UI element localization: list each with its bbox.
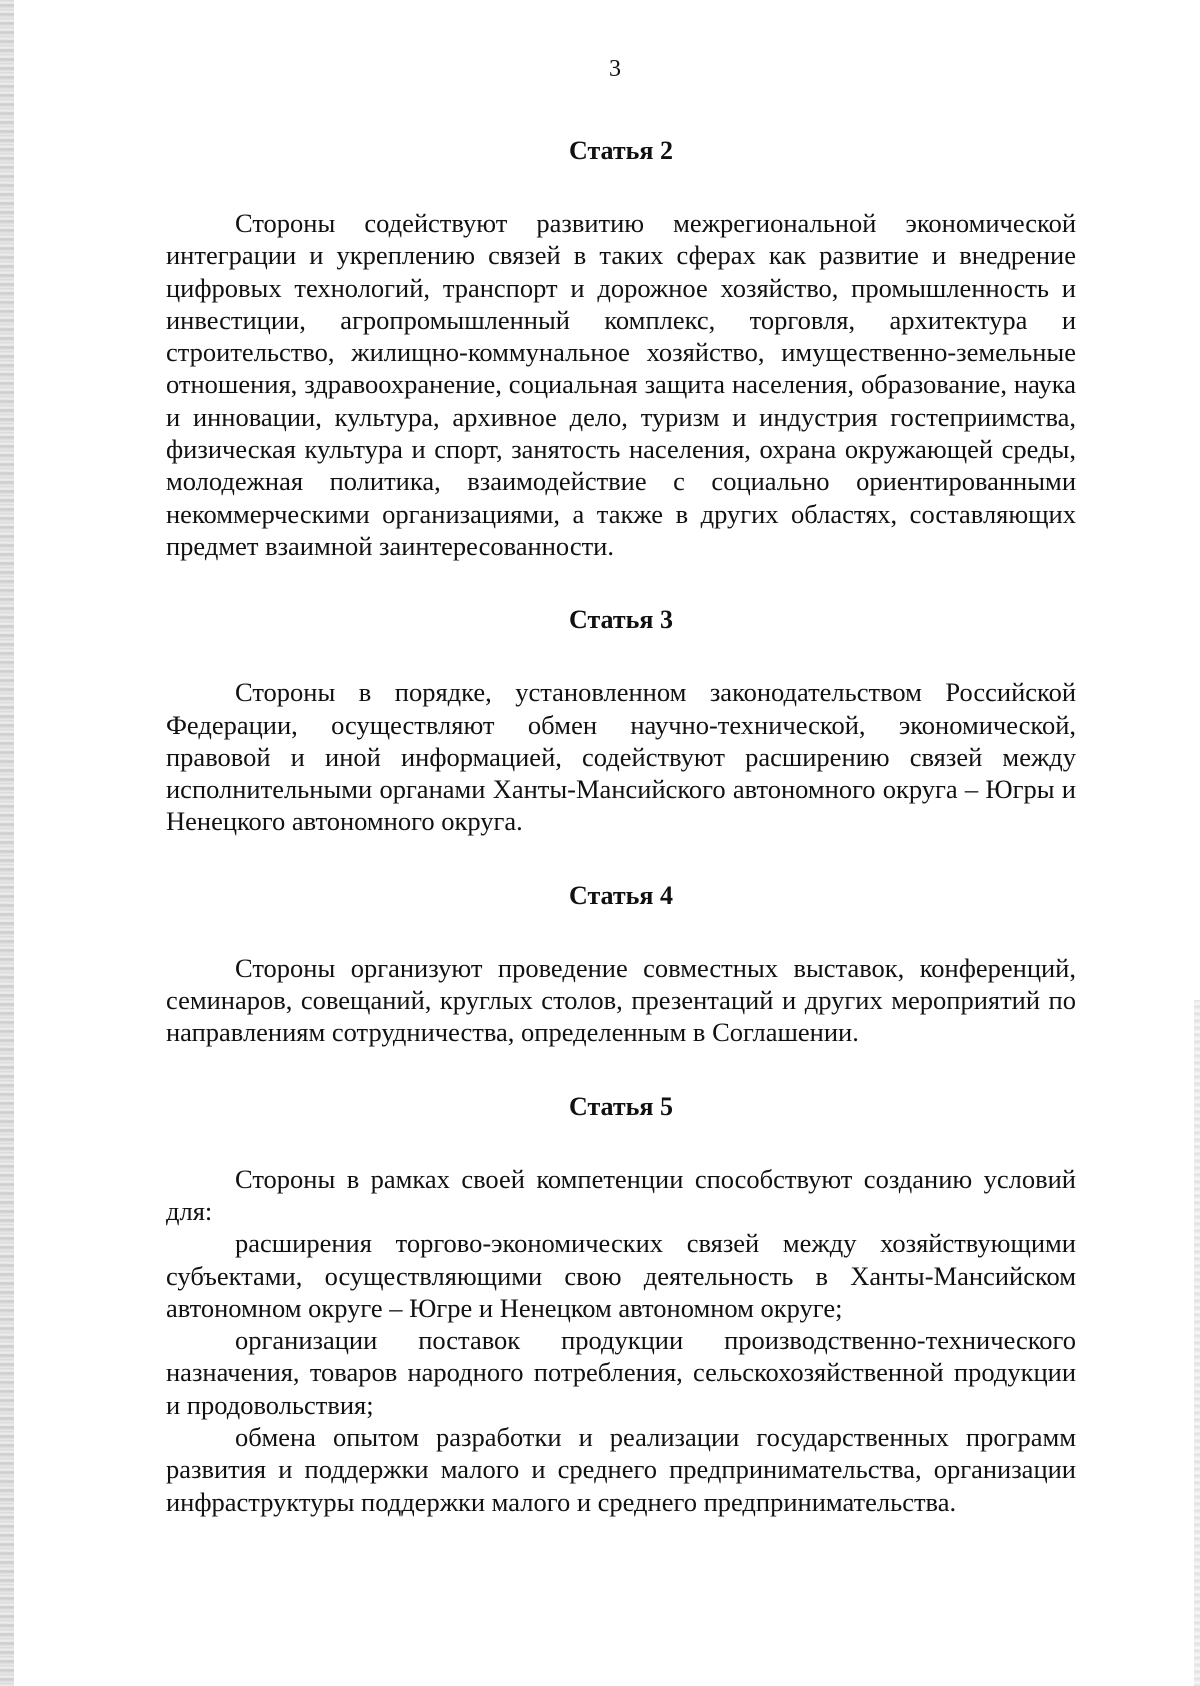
article-paragraph: Стороны в рамках своей компетенции способствуют созданию условий для: — [166, 1163, 1076, 1226]
article-4 — [166, 880, 1076, 1049]
page-number: 3 — [609, 56, 621, 82]
article-paragraph: Стороны в порядке, установленном законодательством Российской Федерации, осуществляют обмен научно-технической, экономической, правовой и иной информацией, содействуют расширению связей между исполнительными органами Ханты-Мансийского автономного округа – Югры и Ненецкого автономного округа. — [166, 677, 1076, 837]
article-2 — [166, 135, 1076, 562]
article-list-item: обмена опытом разработки и реализации государственных программ развития и поддержки малого и среднего предпринимательства, организации инфраструктуры поддержки малого и среднего предпринимательства. — [166, 1422, 1076, 1517]
article-list-item: организации поставок продукции производственно-технического назначения, товаров народного потребления, сельскохозяйственной продукции и продовольствия; — [166, 1325, 1076, 1420]
article-paragraph: Стороны организуют проведение совместных выставок, конференций, семинаров, совещаний, круглых столов, презентаций и других мероприятий по направлениям сотрудничества, определенным в Соглашении. — [166, 952, 1076, 1048]
scan-edge-left — [0, 0, 14, 1686]
article-title: Статья 5 — [569, 1091, 673, 1121]
article-title: Статья 2 — [569, 136, 673, 165]
article-list-item: расширения торгово-экономических связей между хозяйствующими субъектами, осуществляющими свою деятельность в Ханты-Мансийском автономном округе – Югре и Ненецком автономном округе; — [166, 1228, 1076, 1323]
article-title: Статья 4 — [569, 880, 673, 910]
article-title: Статья 3 — [569, 605, 673, 635]
article-paragraph: Стороны содействуют развитию межрегиональной экономической интеграции и укреплению связей в таких сферах как развитие и внедрение цифровых технологий, транспорт и дорожное хозяйство, промышленность и инвестиции, агропромышленный комплекс, торговля, архитектура и строительство, жилищно-коммунальное хозяйство, имущественно-земельные отношения, здравоохранение, социальная защита населения, образование, наука и инновации, культура, архивное дело, туризм и индустрия гостеприимства, физическая культура и спорт, занятость населения, охрана окружающей среды, молодежная политика, взаимодействие с социально ориентированными некоммерческими организациями, а также в других областях, составляющих предмет взаимной заинтересованности. — [166, 208, 1076, 561]
scan-edge-right — [1194, 1000, 1200, 1686]
article-5 — [166, 1091, 1076, 1518]
article-3 — [166, 604, 1076, 837]
document-body — [166, 135, 1076, 1518]
